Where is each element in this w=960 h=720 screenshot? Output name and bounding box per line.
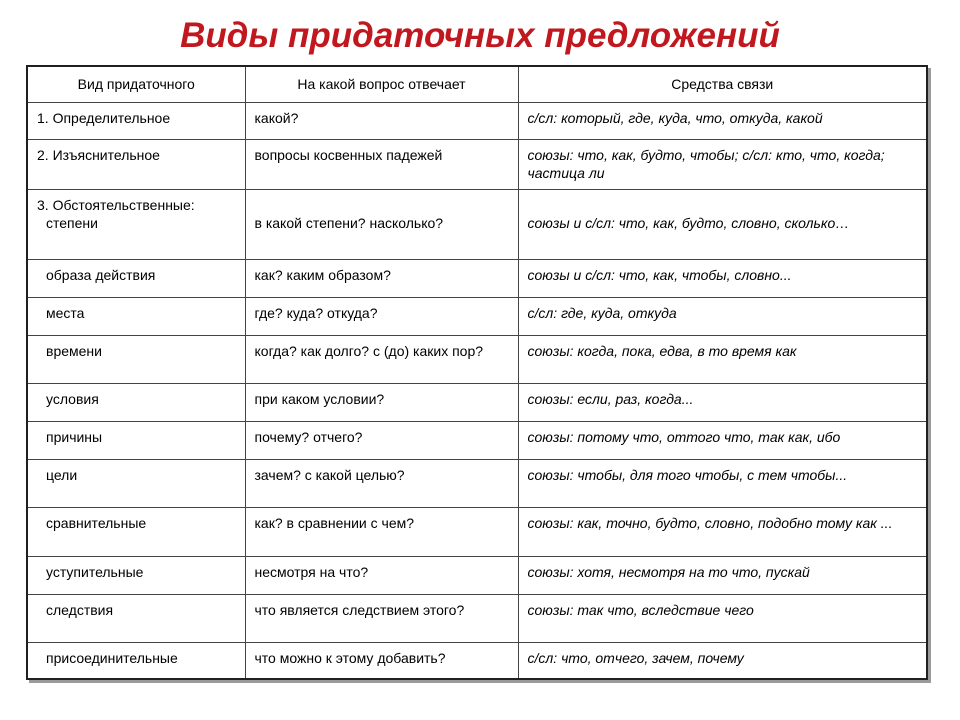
cell-means: союзы: чтобы, для того чтобы, с тем чтобы...	[518, 459, 927, 507]
table-row	[27, 259, 927, 297]
cell-type	[27, 335, 245, 383]
cell-means: союзы: так что, вследствие чего	[518, 594, 927, 642]
table-row	[27, 139, 927, 189]
cell-type	[27, 507, 245, 556]
table-row	[27, 459, 927, 507]
cell-question: какой?	[245, 102, 518, 139]
cell-means: союзы: как, точно, будто, словно, подобно тому как ...	[518, 507, 927, 556]
table-row	[27, 335, 927, 383]
cell-type	[27, 594, 245, 642]
cell-question: где? куда? откуда?	[245, 297, 518, 335]
table-row	[27, 102, 927, 139]
cell-type: 2. Изъяснительное	[27, 139, 245, 189]
type-text: следствия	[46, 601, 114, 618]
cell-type: 1. Определительное	[27, 102, 245, 139]
cell-question: когда? как долго? с (до) каких пор?	[245, 335, 518, 383]
cell-type	[27, 259, 245, 297]
type-text: времени	[46, 342, 102, 359]
cell-question: почему? отчего?	[245, 421, 518, 459]
cell-means: с/сл: который, где, куда, что, откуда, какой	[518, 102, 927, 139]
cell-question	[245, 189, 518, 259]
cell-question: что является следствием этого?	[245, 594, 518, 642]
cell-type	[27, 421, 245, 459]
cell-means: союзы: когда, пока, едва, в то время как	[518, 335, 927, 383]
cell-means: с/сл: где, куда, откуда	[518, 297, 927, 335]
type-text: образа действия	[46, 266, 156, 283]
cell-question: что можно к этому добавить?	[245, 642, 518, 679]
cell-means: союзы: хотя, несмотря на то что, пускай	[518, 556, 927, 594]
header-type: Вид придаточного	[27, 66, 245, 102]
cell-question: как? каким образом?	[245, 259, 518, 297]
cell-type	[27, 383, 245, 421]
cell-question: как? в сравнении с чем?	[245, 507, 518, 556]
table-row	[27, 594, 927, 642]
clauses-table	[26, 65, 928, 680]
cell-means: союзы: если, раз, когда...	[518, 383, 927, 421]
cell-type	[27, 556, 245, 594]
cell-type: степени	[46, 214, 98, 231]
header-question: На какой вопрос отвечает	[245, 66, 518, 102]
cell-means: союзы: что, как, будто, чтобы; с/сл: кто, что, когда; частица ли	[518, 139, 927, 189]
type-text: присоединительные	[46, 649, 178, 666]
cell-question: несмотря на что?	[245, 556, 518, 594]
group-label: 3. Обстоятельственные:	[37, 196, 195, 213]
table-row	[27, 297, 927, 335]
cell-means	[518, 189, 927, 259]
type-text: уступительные	[46, 563, 144, 580]
cell-type-group	[27, 189, 245, 259]
cell-type	[27, 642, 245, 679]
type-text: сравнительные	[46, 514, 147, 531]
cell-question: вопросы косвенных падежей	[245, 139, 518, 189]
table-row	[27, 189, 927, 259]
table-header-row	[27, 66, 927, 102]
cell-means: союзы и с/сл: что, как, чтобы, словно...	[518, 259, 927, 297]
type-text: места	[46, 304, 85, 321]
cell-question: при каком условии?	[245, 383, 518, 421]
page-title: Виды придаточных предложений	[180, 16, 780, 55]
cell-means: с/сл: что, отчего, зачем, почему	[518, 642, 927, 679]
table-row	[27, 507, 927, 556]
means-text: союзы и с/сл: что, как, будто, словно, сколько…	[527, 214, 850, 231]
type-text: условия	[46, 390, 99, 407]
header-means: Средства связи	[518, 66, 927, 102]
table-row	[27, 642, 927, 679]
question-text: в какой степени? насколько?	[254, 214, 444, 231]
cell-means: союзы: потому что, оттого что, так как, ибо	[518, 421, 927, 459]
table-row	[27, 421, 927, 459]
type-text: цели	[46, 466, 78, 483]
table-row	[27, 556, 927, 594]
cell-type	[27, 297, 245, 335]
table-row	[27, 383, 927, 421]
type-text: причины	[46, 428, 103, 445]
cell-type	[27, 459, 245, 507]
cell-question: зачем? с какой целью?	[245, 459, 518, 507]
